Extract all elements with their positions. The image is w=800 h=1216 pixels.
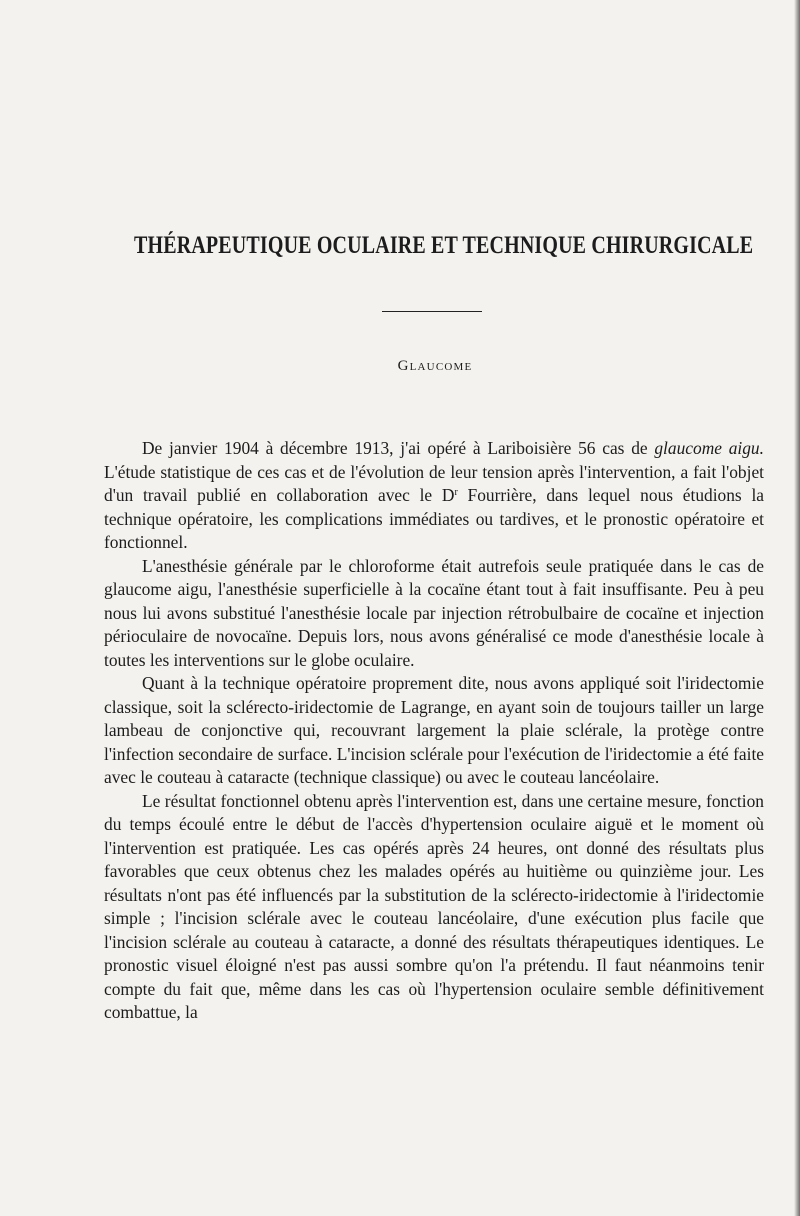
paragraph-1-outro: Fourrière, dans lequel nous étudions la technique opératoire, les complications immédiates ou tardives, et le pronostic opératoire et fonctionnel.: [104, 485, 764, 552]
body-text: [104, 437, 764, 1025]
paragraph-1-middle: L'étude statistique de ces cas et de l'évolution de leur tension après l'intervention, a fait l'objet d'un travail publié en collaboration avec le D: [104, 461, 764, 505]
paragraph-3: Quant à la technique opératoire proprement dite, nous avons appliqué soit l'iridectomie classique, soit la sclérecto-iridectomie de Lagrange, en ayant soin de toujours tailler un large lambeau de conjonctive qui, recouvrant largement la plaie sclérale, la protège contre l'infection secondaire de surface. L'incision sclérale pour l'exécution de l'iridectomie a été faite avec le couteau à cataracte (technique classique) ou avec le couteau lancéolaire.: [104, 673, 764, 787]
doctor-abbrev-superscript: r: [454, 487, 458, 498]
section-heading: Glaucome: [397, 358, 473, 374]
paragraph-4: Le résultat fonctionnel obtenu après l'intervention est, dans une certaine mesure, fonction du temps écoulé entre le début de l'accès d'hypertension oculaire aiguë et le moment où l'intervention est pratiquée. Les cas opérés après 24 heures, ont donné des résultats plus favorables que ceux obtenus chez les malades opérés au huitième ou quinzième jour. Les résultats n'ont pas été influencés par la substitution de la sclérecto-iridectomie à l'iridectomie simple ; l'incision sclérale avec le couteau lancéolaire, d'une exécution plus facile que l'incision sclérale au couteau à cataracte, a donné des résultats thérapeutiques identiques. Le pronostic visuel éloigné n'est pas aussi sombre qu'on l'a prétendu. Il faut néanmoins tenir compte du fait que, même dans les cas où l'hypertension oculaire semble définitivement combattue, la: [104, 790, 764, 1022]
paragraph-1-intro: De janvier 1904 à décembre 1913, j'ai opéré à Lariboisière 56 cas de: [142, 438, 655, 458]
paragraph-2: L'anesthésie générale par le chloroforme était autrefois seule pratiquée dans le cas de glaucome aigu, l'anesthésie superficielle à la cocaïne étant tout à fait insuffisante. Peu à peu nous lui avons substitué l'anesthésie locale par injection rétrobulbaire de cocaïne et injection périoculaire de novocaïne. Depuis lors, nous avons généralisé ce mode d'anesthésie locale à toutes les interventions sur le globe oculaire.: [104, 555, 764, 670]
page-edge-shadow: [794, 0, 800, 1216]
page-title: THÉRAPEUTIQUE OCULAIRE ET TECHNIQUE CHIRURGICALE: [134, 232, 754, 259]
paragraph-1: [104, 437, 764, 555]
title-divider: [382, 311, 482, 312]
paragraph-1-emphasis: glaucome aigu.: [654, 438, 764, 458]
